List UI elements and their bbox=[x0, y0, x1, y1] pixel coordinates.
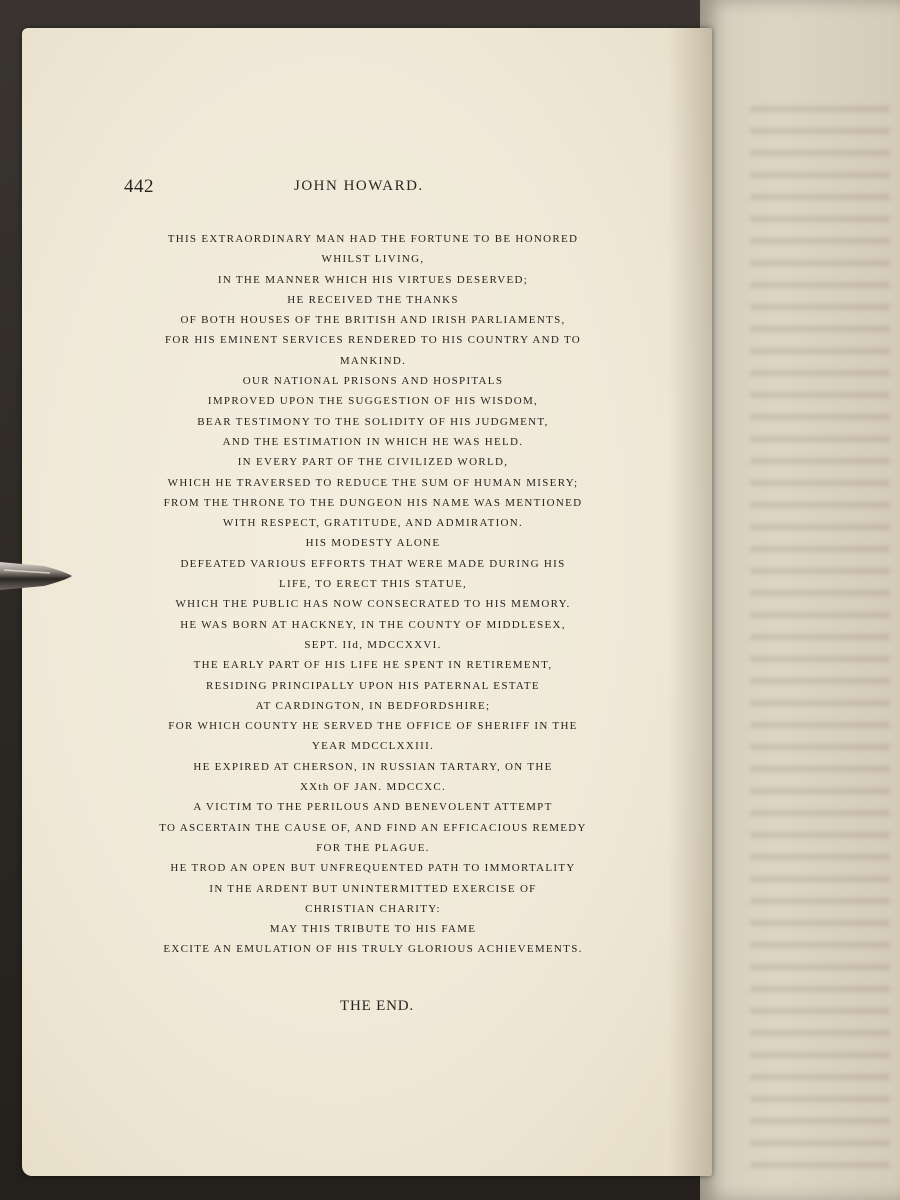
inscription-line: A VICTIM TO THE PERILOUS AND BENEVOLENT ATTEMPT bbox=[193, 801, 553, 814]
inscription-line: HE TROD AN OPEN BUT UNFREQUENTED PATH TO IMMORTALITY bbox=[170, 862, 576, 875]
running-head-title: JOHN HOWARD. bbox=[294, 178, 424, 194]
pen-tip bbox=[0, 556, 72, 596]
inscription-line: IN THE ARDENT BUT UNINTERMITTED EXERCISE OF bbox=[209, 882, 537, 895]
inscription-line: AT CARDINGTON, IN BEDFORDSHIRE; bbox=[255, 699, 491, 712]
inscription-line: HE RECEIVED THE THANKS bbox=[287, 293, 459, 306]
inscription-line: FOR WHICH COUNTY HE SERVED THE OFFICE OF SHERIFF IN THE bbox=[168, 720, 578, 733]
inscription-line: WHILST LIVING, bbox=[321, 253, 425, 266]
facing-page bbox=[700, 0, 900, 1200]
page-number: 442 bbox=[124, 176, 154, 197]
inscription-line: XXth OF JAN. MDCCXC. bbox=[299, 781, 447, 794]
inscription-line: DEFEATED VARIOUS EFFORTS THAT WERE MADE DURING HIS bbox=[180, 557, 566, 570]
inscription-line: FOR THE PLAGUE. bbox=[316, 841, 430, 854]
inscription-line: THE EARLY PART OF HIS LIFE HE SPENT IN RETIREMENT, bbox=[193, 659, 553, 672]
facing-page-blurred-text bbox=[750, 90, 890, 1170]
inscription-line: WITH RESPECT, GRATITUDE, AND ADMIRATION. bbox=[222, 517, 524, 530]
inscription-line: MANKIND. bbox=[339, 354, 407, 367]
inscription-text bbox=[132, 229, 614, 960]
inscription-line: HIS MODESTY ALONE bbox=[305, 537, 441, 550]
inscription-line: WHICH HE TRAVERSED TO REDUCE THE SUM OF HUMAN MISERY; bbox=[167, 476, 579, 489]
inscription-line: EXCITE AN EMULATION OF HIS TRULY GLORIOUS ACHIEVEMENTS. bbox=[163, 943, 583, 956]
inscription-line: LIFE, TO ERECT THIS STATUE, bbox=[278, 578, 468, 591]
running-head bbox=[124, 176, 544, 198]
inscription-line: FOR HIS EMINENT SERVICES RENDERED TO HIS COUNTRY AND TO bbox=[164, 334, 582, 347]
inscription-line: WHICH THE PUBLIC HAS NOW CONSECRATED TO HIS MEMORY. bbox=[175, 598, 571, 611]
inscription-line: IN EVERY PART OF THE CIVILIZED WORLD, bbox=[237, 456, 509, 469]
inscription-line: HE EXPIRED AT CHERSON, IN RUSSIAN TARTARY, ON THE bbox=[193, 760, 553, 773]
inscription-line: THIS EXTRAORDINARY MAN HAD THE FORTUNE TO BE HONORED bbox=[167, 233, 579, 245]
inscription-line: OUR NATIONAL PRISONS AND HOSPITALS bbox=[242, 375, 504, 388]
inscription-line: CHRISTIAN CHARITY: bbox=[305, 902, 441, 915]
inscription-line: IN THE MANNER WHICH HIS VIRTUES DESERVED; bbox=[217, 273, 529, 286]
inscription-line: OF BOTH HOUSES OF THE BRITISH AND IRISH PARLIAMENTS, bbox=[180, 314, 566, 327]
the-end-label: THE END. bbox=[340, 998, 414, 1014]
inscription-line: SEPT. IId, MDCCXXVI. bbox=[304, 638, 442, 651]
inscription-line: AND THE ESTIMATION IN WHICH HE WAS HELD. bbox=[222, 435, 524, 448]
inscription-line: IMPROVED UPON THE SUGGESTION OF HIS WISDOM, bbox=[207, 395, 539, 408]
inscription-line: RESIDING PRINCIPALLY UPON HIS PATERNAL ESTATE bbox=[206, 679, 540, 692]
inscription-line: YEAR MDCCLXXIII. bbox=[311, 740, 435, 753]
inscription-line: TO ASCERTAIN THE CAUSE OF, AND FIND AN EFFICACIOUS REMEDY bbox=[159, 821, 587, 834]
inscription-line: FROM THE THRONE TO THE DUNGEON HIS NAME WAS MENTIONED bbox=[163, 496, 583, 509]
inscription-line: BEAR TESTIMONY TO THE SOLIDITY OF HIS JUDGMENT, bbox=[197, 415, 549, 428]
inscription-line: MAY THIS TRIBUTE TO HIS FAME bbox=[269, 923, 477, 936]
inscription-line: HE WAS BORN AT HACKNEY, IN THE COUNTY OF MIDDLESEX, bbox=[180, 618, 566, 631]
